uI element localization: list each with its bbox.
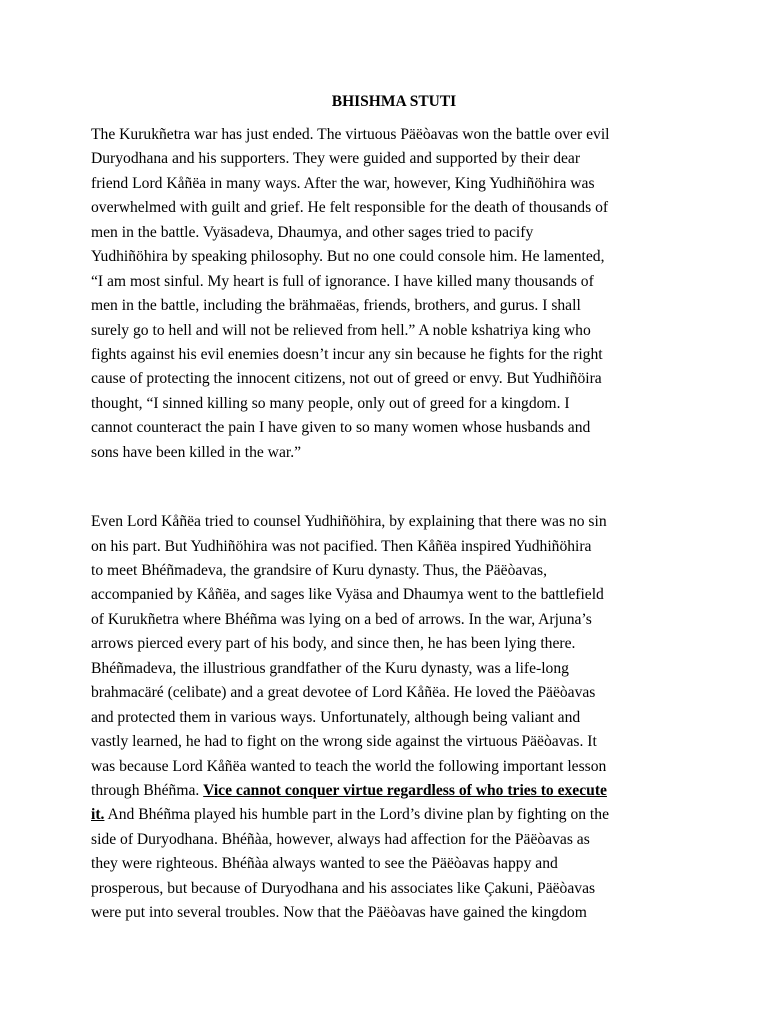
text-line: and protected them in various ways. Unfortunately, although being valiant and: [91, 708, 581, 726]
text-line: accompanied by Kåñëa, and sages like Vyäsa and Dhaumya went to the battlefield: [91, 586, 604, 604]
text-line: brahmacäré (celibate) and a great devotee of Lord Kåñëa. He loved the Päëòavas: [91, 684, 596, 702]
text-line: prosperous, but because of Duryodhana and his associates like Çakuni, Päëòavas: [91, 879, 596, 897]
text-line: surely go to hell and will not be relieved from hell.” A noble kshatriya king who: [91, 321, 591, 339]
text-line: sons have been killed in the war.”: [91, 443, 302, 461]
text-line: men in the battle. Vyäsadeva, Dhaumya, and other sages tried to pacify: [91, 223, 534, 241]
text-line: Duryodhana and his supporters. They were guided and supported by their dear: [91, 150, 581, 168]
text-line: fights against his evil enemies doesn’t incur any sin because he fights for the right: [91, 345, 603, 363]
text-line-with-emphasis: [91, 779, 691, 803]
emphasized-quote-end: it.: [91, 806, 105, 824]
text-line: Bhéñmadeva, the illustrious grandfather of the Kuru dynasty, was a life-long: [91, 659, 569, 677]
text-line: Even Lord Kåñëa tried to counsel Yudhiñöhira, by explaining that there was no sin: [91, 513, 607, 531]
paragraph-gap: [91, 465, 691, 510]
text-line: of Kurukñetra where Bhéñma was lying on a bed of arrows. In the war, Arjuna’s: [91, 610, 592, 628]
plain-text: through Bhéñma.: [91, 781, 204, 799]
text-line: vastly learned, he had to fight on the wrong side against the virtuous Päëòavas. It: [91, 733, 597, 751]
text-line: to meet Bhéñmadeva, the grandsire of Kuru dynasty. Thus, the Päëòavas,: [91, 562, 547, 579]
paragraph-1: [91, 123, 691, 465]
text-line: cannot counteract the pain I have given to so many women whose husbands and: [91, 419, 591, 437]
text-line: Yudhiñöhira by speaking philosophy. But no one could console him. He lamented,: [91, 248, 605, 266]
text-line-with-emphasis: [91, 803, 691, 827]
text-line: “I am most sinful. My heart is full of ignorance. I have killed many thousands of: [91, 272, 594, 290]
paragraph-2: [91, 510, 691, 925]
plain-text: And Bhéñma played his humble part in the Lord’s divine plan by fighting on the: [104, 806, 609, 824]
text-line: they were righteous. Bhéñàa always wanted to see the Päëòavas happy and: [91, 855, 558, 873]
text-line: cause of protecting the innocent citizens, not out of greed or envy. But Yudhiñöira: [91, 370, 602, 388]
emphasized-quote: Vice cannot conquer virtue regardless of who tries to execute: [203, 781, 607, 799]
text-line: side of Duryodhana. Bhéñàa, however, always had affection for the Päëòavas as: [91, 830, 590, 848]
text-line: were put into several troubles. Now that the Päëòavas have gained the kingdom: [91, 904, 587, 922]
text-line: arrows pierced every part of his body, and since then, he has been lying there.: [91, 635, 576, 653]
text-line: The Kurukñetra war has just ended. The virtuous Päëòavas won the battle over evil: [91, 126, 610, 143]
document-title: BHISHMA STUTI: [331, 93, 457, 110]
text-line: overwhelmed with guilt and grief. He felt responsible for the death of thousands of: [91, 199, 609, 217]
text-line: friend Lord Kåñëa in many ways. After the war, however, King Yudhiñöhira was: [91, 174, 595, 192]
document-page: [91, 92, 691, 926]
text-line: on his part. But Yudhiñöhira was not pacified. Then Kåñëa inspired Yudhiñöhira: [91, 537, 592, 555]
text-line: thought, “I sinned killing so many people, only out of greed for a kingdom. I: [91, 394, 570, 412]
text-line: men in the battle, including the brähmaëas, friends, brothers, and gurus. I shall: [91, 297, 581, 315]
text-line: was because Lord Kåñëa wanted to teach the world the following important lesson: [91, 757, 607, 775]
